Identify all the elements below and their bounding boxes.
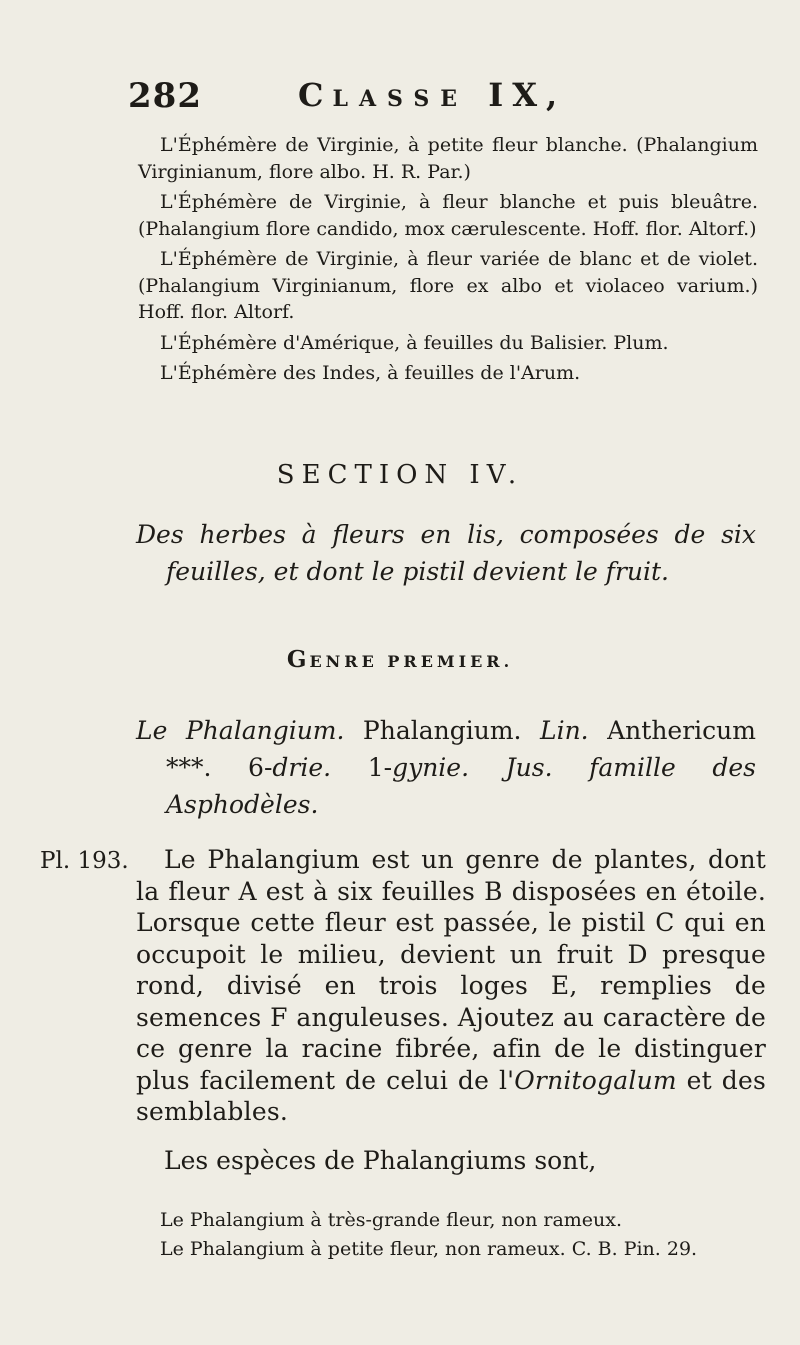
running-head — [128, 76, 688, 126]
synonym-entry: L'Éphémère d'Amérique, à feuilles du Balisier. Plum. — [160, 331, 669, 354]
synonym-entry: L'Éphémère de Virginie, à fleur variée de blanc et de violet. (Phalangium Virginianum, flore ex albo et violaceo varium.) Hoff. flor. Altorf. — [138, 248, 758, 323]
synonym-entry: L'Éphémère des Indes, à feuilles de l'Arum. — [160, 362, 581, 384]
genus-one: 1- — [331, 753, 393, 782]
genus-description-text — [136, 844, 766, 1128]
section-description-text: Des herbes à fleurs en lis, composées de six feuilles, et dont le pistil devient le fruit. — [136, 520, 756, 586]
genre-title-rest: ENRE PREMIER. — [309, 652, 514, 671]
species-intro: Les espèces de Phalangiums sont, — [164, 1146, 597, 1175]
class-title-numeral: IX, — [488, 76, 567, 114]
genus-drie: drie. — [272, 753, 332, 782]
class-title — [298, 76, 566, 114]
synonym-entry: L'Éphémère de Virginie, à fleur blanche et puis bleuâtre. (Phalangium flore candido, mox cærulescente. Hoff. flor. Altorf.) — [138, 191, 758, 240]
genus-heading — [136, 712, 756, 823]
class-title-initial: C — [298, 76, 333, 114]
section-title: SECTION IV. — [276, 460, 524, 490]
genus-lin: Lin. — [539, 716, 589, 745]
page-number: 282 — [128, 76, 202, 116]
species-list — [160, 1206, 770, 1264]
genre-title-initial: G — [286, 646, 310, 673]
synonym-entry: L'Éphémère de Virginie, à petite fleur blanche. (Phalangium Virginianum, flore albo. H. R. Par.) — [138, 134, 758, 183]
genus-name: Phalangium. — [344, 716, 540, 745]
genus-name-italic: Le Phalangium. — [136, 716, 345, 745]
plate-reference: Pl. 193. — [40, 848, 129, 874]
species-entry: Le Phalangium à très-grande fleur, non rameux. — [160, 1209, 623, 1231]
class-title-rest: LASSE — [332, 86, 469, 112]
genus-gynie: gynie. Jus. famille des Asphodèles. — [166, 753, 756, 819]
description-end: et des semblables. — [136, 1065, 766, 1126]
description-ornitogalum: Ornitogalum — [514, 1065, 677, 1095]
genus-antheri: Anthericum ***. 6- — [166, 716, 756, 782]
genus-heading-text — [136, 712, 756, 823]
description-main: Le Phalangium est un genre de plantes, dont la fleur A est à six feuilles B disposées en étoile. Lorsque cette fleur est passée, le pistil C qui en occupoit le milieu, devient un fruit D presque rond, divisé en trois loges E, remplies de semences F anguleuses. Ajoutez au caractère de ce genre la racine fibrée, afin de le distinguer plus facilement de celui de l' — [136, 845, 766, 1095]
species-entry: Le Phalangium à petite fleur, non rameux. C. B. Pin. 29. — [160, 1238, 698, 1260]
genus-description — [136, 844, 766, 1128]
genre-title — [0, 646, 800, 673]
section-description — [136, 516, 756, 590]
synonym-list — [138, 132, 758, 391]
